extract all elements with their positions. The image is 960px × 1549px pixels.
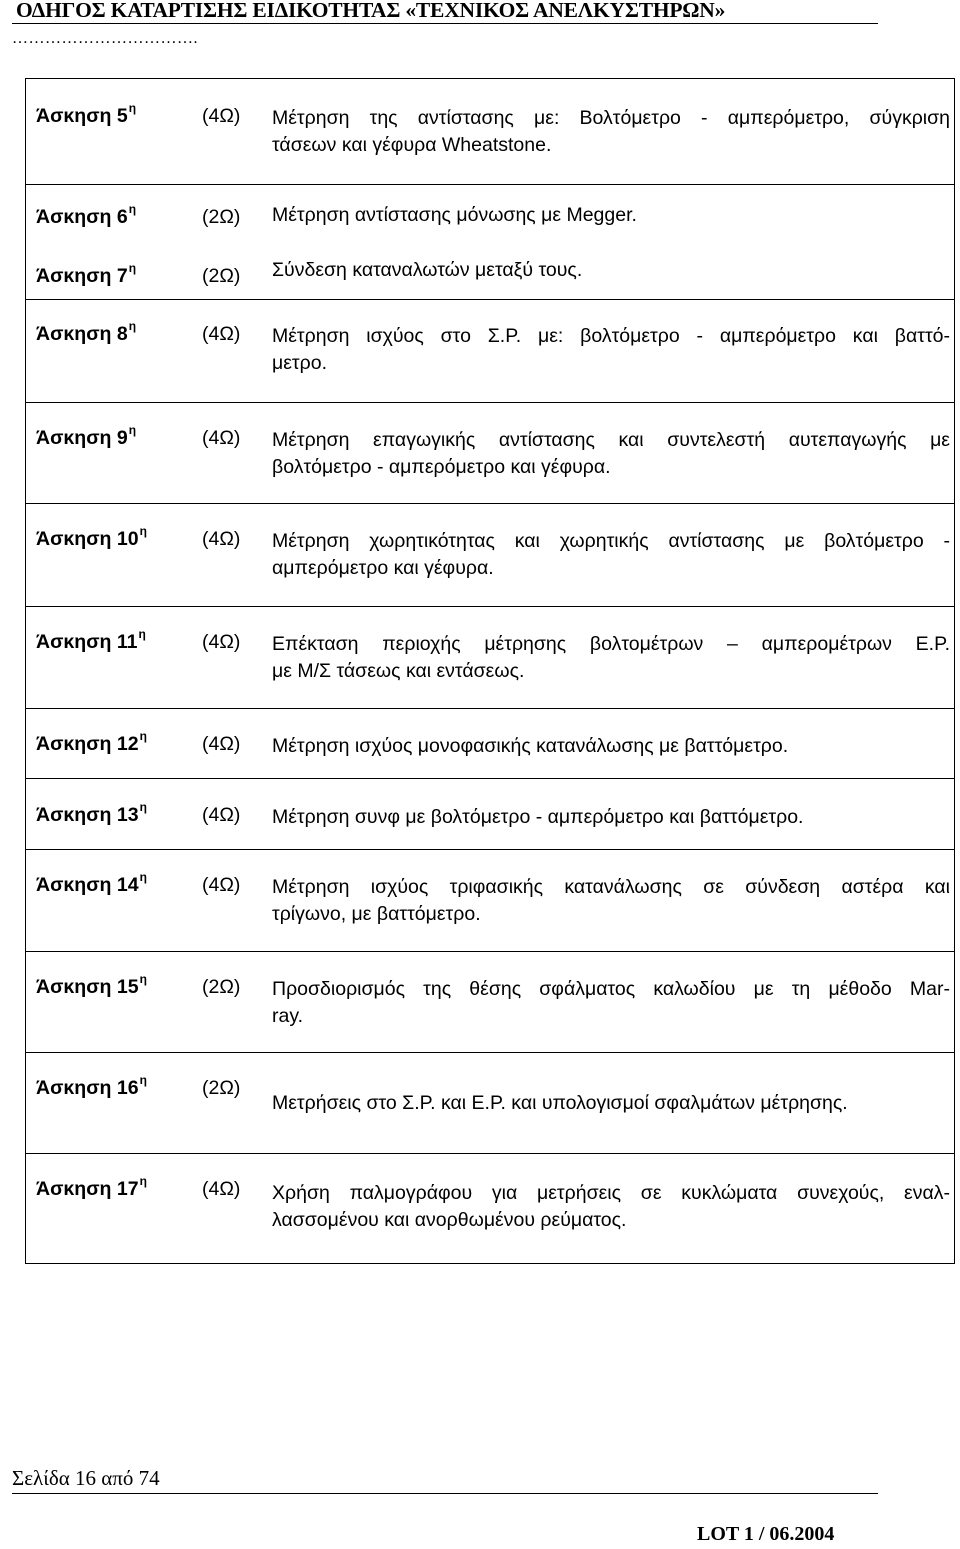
row-divider [26,184,954,185]
exercise-description [272,257,950,284]
description-line: Επέκταση περιοχής μέτρησης βολτομέτρων – αμπερομέτρων Ε.Ρ. [272,633,950,655]
exercise-hours: (4Ω) [202,1178,241,1200]
exercise-label: Άσκηση $12^\eta$ [36,729,147,755]
description-line: βολτόμετρο - αμπερόμετρο και γέφυρα. [272,456,611,478]
row-divider [26,951,954,952]
description-line: Μέτρηση ισχύος τριφασικής κατανάλωσης σε σύνδεση αστέρα και [272,876,950,898]
exercise-label: Άσκηση $10^\eta$ [36,524,147,550]
header-rule [12,23,878,24]
exercise-label: Άσκηση $15^\eta$ [36,972,147,998]
row-divider [26,1052,954,1053]
exercise-hours: (4Ω) [202,323,241,345]
description-line: τάσεων και γέφυρα Wheatstone. [272,134,552,156]
row-divider [26,299,954,300]
exercise-label: Άσκηση $13^\eta$ [36,800,147,826]
exercise-label: Άσκηση $6^\eta$ [36,202,137,228]
exercise-label: Άσκηση $14^\eta$ [36,870,147,896]
exercise-table [25,78,955,1264]
header-title: ΟΔΗΓΟΣ ΚΑΤΑΡΤΙΣΗΣ ΕΙΔΙΚΟΤΗΤΑΣ «ΤΕΧΝΙΚΟΣ ΑΝΕΛΚΥΣΤΗΡΩΝ» [16,0,726,22]
exercise-description [272,105,950,159]
description-line: Μέτρηση ισχύος μονοφασικής κατανάλωσης με βαττόμετρο. [272,735,789,757]
description-line: Μέτρηση συνφ με βολτόμετρο - αμπερόμετρο και βαττόμετρο. [272,806,804,828]
exercise-hours: (2Ω) [202,265,241,287]
exercise-label: Άσκηση $11^\eta$ [36,627,146,653]
exercise-description [272,733,950,760]
exercise-description [272,631,950,685]
exercise-description [272,804,950,831]
header-dots: ……………………………. [12,30,198,47]
exercise-label: Άσκηση $7^\eta$ [36,261,137,287]
row-divider [26,503,954,504]
description-line: Σύνδεση καταναλωτών μεταξύ τους. [272,259,583,281]
exercise-hours: (4Ω) [202,427,241,449]
description-line: μετρο. [272,352,327,374]
exercise-hours: (4Ω) [202,528,241,550]
row-divider [26,606,954,607]
exercise-description [272,202,950,229]
description-line: τρίγωνο, με βαττόμετρο. [272,903,481,925]
exercise-label: Άσκηση $9^\eta$ [36,423,137,449]
exercise-label: Άσκηση $17^\eta$ [36,1174,147,1200]
exercise-hours: (2Ω) [202,976,241,998]
description-line: Μέτρηση αντίστασης μόνωσης με Megger. [272,204,637,226]
exercise-hours: (4Ω) [202,631,241,653]
exercise-hours: (2Ω) [202,206,241,228]
footer-page-number: Σελίδα 16 από 74 [12,1466,160,1490]
description-line: Χρήση παλμογράφου για μετρήσεις σε κυκλώματα συνεχούς, εναλ- [272,1182,950,1204]
exercise-label: Άσκηση $5^\eta$ [36,101,137,127]
exercise-description [272,323,950,377]
description-line: Μέτρηση της αντίστασης με: Βολτόμετρο - αμπερόμετρο, σύγκριση [272,107,950,129]
exercise-description [272,976,950,1030]
description-line: ray. [272,1005,304,1027]
row-divider [26,1153,954,1154]
exercise-label: Άσκηση $8^\eta$ [36,319,137,345]
exercise-hours: (4Ω) [202,733,241,755]
description-line: με Μ/Σ τάσεως και εντάσεως. [272,660,525,682]
exercise-description [272,427,950,481]
description-line: αμπερόμετρο και γέφυρα. [272,557,494,579]
row-divider [26,778,954,779]
description-line: Μετρήσεις στο Σ.Ρ. και Ε.Ρ. και υπολογισμοί σφαλμάτων μέτρησης. [272,1092,848,1114]
exercise-hours: (4Ω) [202,804,241,826]
exercise-hours: (2Ω) [202,1077,241,1099]
footer-lot: LOT 1 / 06.2004 [697,1523,835,1545]
description-line: Μέτρηση χωρητικότητας και χωρητικής αντίστασης με βολτόμετρο - [272,530,950,552]
description-line: Μέτρηση επαγωγικής αντίστασης και συντελεστή αυτεπαγωγής με [272,429,950,451]
exercise-description [272,1090,950,1117]
row-divider [26,849,954,850]
footer-rule [12,1493,878,1494]
exercise-hours: (4Ω) [202,105,241,127]
exercise-label: Άσκηση $16^\eta$ [36,1073,147,1099]
row-divider [26,708,954,709]
exercise-hours: (4Ω) [202,874,241,896]
description-line: λασσομένου και ανορθωμένου ρεύματος. [272,1209,627,1231]
exercise-description [272,1180,950,1234]
description-line: Μέτρηση ισχύος στο Σ.Ρ. με: βολτόμετρο - αμπερόμετρο και βαττό- [272,325,950,347]
description-line: Προσδιορισμός της θέσης σφάλματος καλωδίου με τη μέθοδο Mar- [272,978,950,1000]
exercise-description [272,874,950,928]
row-divider [26,402,954,403]
exercise-description [272,528,950,582]
